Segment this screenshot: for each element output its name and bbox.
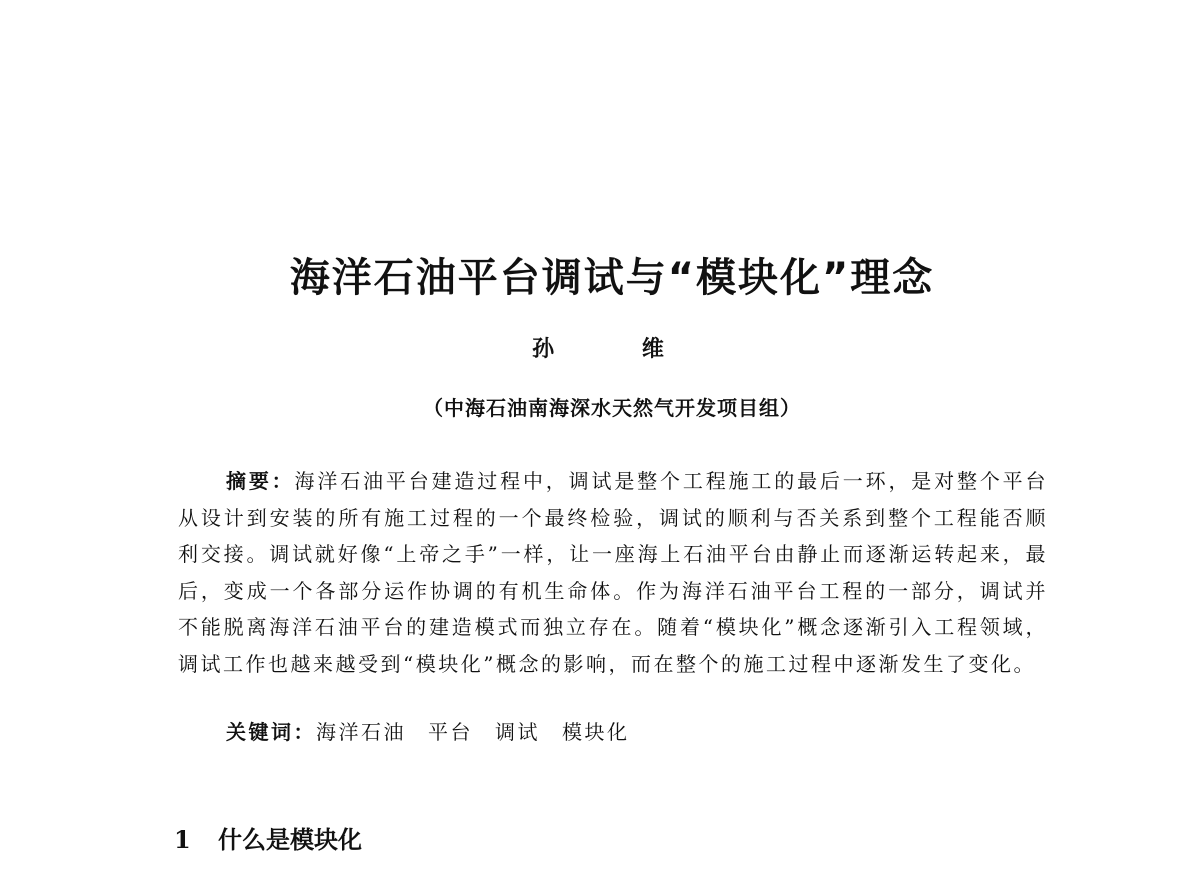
keyword: 调试 <box>495 720 540 744</box>
keywords-label: 关键词： <box>226 720 316 744</box>
paper-title: 海洋石油平台调试与“模块化”理念 <box>289 255 935 301</box>
abstract-label: 摘要： <box>226 469 295 493</box>
abstract-text: 海洋石油平台建造过程中，调试是整个工程施工的最后一环，是对整个平台从设计到安装的所有施工过程的一个最终检验，调试的顺利与否关系到整个工程能否顺利交接。调试就好像“上帝之手”一样，让一座海上石油平台由静止而逐渐运转起来，最后，变成一个各部分运作协调的有机生命体。作为海洋石油平台工程的一部分，调试并不能脱离海洋石油平台的建造模式而独立存在。随着“模块化”概念逐渐引入工程领域，调试工作也越来越受到“模块化”概念的影响，而在整个的施工过程中逐渐发生了变化。 <box>178 469 1049 676</box>
abstract-paragraph <box>178 463 1048 682</box>
section-title: 什么是模块化 <box>218 826 362 854</box>
author-name: 孙 维 <box>532 337 692 362</box>
keywords-line <box>226 716 652 748</box>
author-affiliation: （中海石油南海深水天然气开发项目组） <box>423 396 801 420</box>
keyword: 平台 <box>428 720 473 744</box>
keyword: 模块化 <box>562 720 630 744</box>
section-number: 1 <box>174 825 191 854</box>
keyword: 海洋石油 <box>316 720 406 744</box>
section-heading <box>174 822 362 858</box>
